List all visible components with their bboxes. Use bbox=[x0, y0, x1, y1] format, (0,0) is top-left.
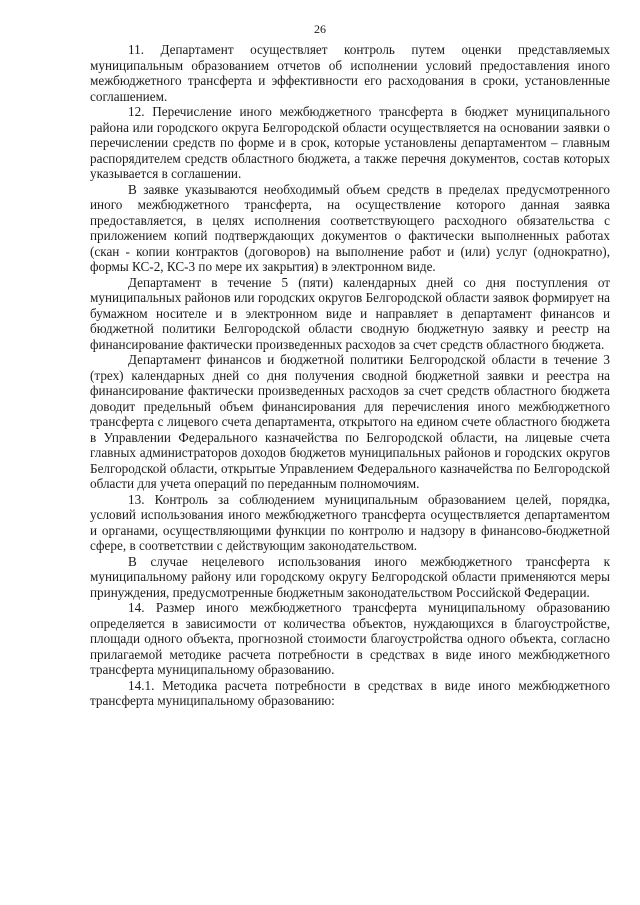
paragraph-14-1: 14.1. Методика расчета потребности в средствах в виде иного межбюджетного трансферта муниципальному образованию: bbox=[90, 677, 610, 708]
document-body bbox=[90, 42, 610, 709]
paragraph-12: 12. Перечисление иного межбюджетного трансферта в бюджет муниципального района или городского округа Белгородской области осуществляется на основании заявки о перечислении средств по форме и в срок, которые установлены департаментом – главным распорядителем средств областного бюджета, а также перечня документов, состав которых указывается в соглашении. bbox=[90, 104, 610, 181]
paragraph-misuse: В случае нецелевого использования иного межбюджетного трансферта к муниципальному району или городскому округу Белгородской области применяются меры принуждения, предусмотренные бюджетным законодательством Российской Федерации. bbox=[90, 553, 610, 600]
paragraph-department-5-days: Департамент в течение 5 (пяти) календарных дней со дня поступления от муниципальных районов или городских округов Белгородской области заявок формирует на бумажном носителе и в электронном виде и направляет в департамент финансов и бюджетной политики Белгородской области сводную бюджетную заявку и реестр на финансирование фактически произведенных расходов за счет средств областного бюджета. bbox=[90, 274, 610, 352]
page-number: 26 bbox=[314, 22, 326, 36]
paragraph-finance-department-3-days: Департамент финансов и бюджетной политики Белгородской области в течение 3 (трех) календарных дней со дня получения сводной бюджетной заявки и реестра на финансирование фактически произведенных расходов за счет средств областного бюджета доводит предельный объем финансирования для перечисления иного межбюджетного трансферта с лицевого счета департамента, открытого на едином счете областного бюджета в Управлении Федерального казначейства по Белгородской области, на лицевые счета главных администраторов доходов бюджетов муниципальных районов и городских округов Белгородской области, открытые Управлением Федерального казначейства по Белгородской области для учета операций по переданным полномочиям. bbox=[90, 352, 610, 491]
paragraph-13: 13. Контроль за соблюдением муниципальным образованием целей, порядка, условий использования иного межбюджетного трансферта осуществляется департаментом и органами, осуществляющими функции по контролю и надзору в финансово-бюджетной сфере, в соответствии с действующим законодательством. bbox=[90, 491, 610, 553]
paragraph-14: 14. Размер иного межбюджетного трансферта муниципальному образованию определяется в зависимости от количества объектов, нуждающихся в благоустройстве, площади одного объекта, прогнозной стоимости благоустройства одного объекта, согласно прилагаемой методике расчета потребности в средствах в виде иного межбюджетного трансферта муниципальному образованию. bbox=[90, 600, 610, 677]
paragraph-application-content: В заявке указываются необходимый объем средств в пределах предусмотренного иного межбюджетного трансферта, на осуществление которого данная заявка предоставляется, в целях исполнения соответствующего расходного обязательства с приложением копий подтверждающих документов о фактически выполненных работах (скан - копии контрактов (договоров) на выполнение работ и (или) услуг (однократно), формы КС-2, КС-3 по мере их закрытия) в электронном виде. bbox=[90, 181, 610, 274]
paragraph-11: 11. Департамент осуществляет контроль путем оценки представляемых муниципальным образованием отчетов об исполнении условий предоставления иного межбюджетного трансферта и эффективности его расходования в сроки, установленные соглашением. bbox=[90, 42, 610, 104]
